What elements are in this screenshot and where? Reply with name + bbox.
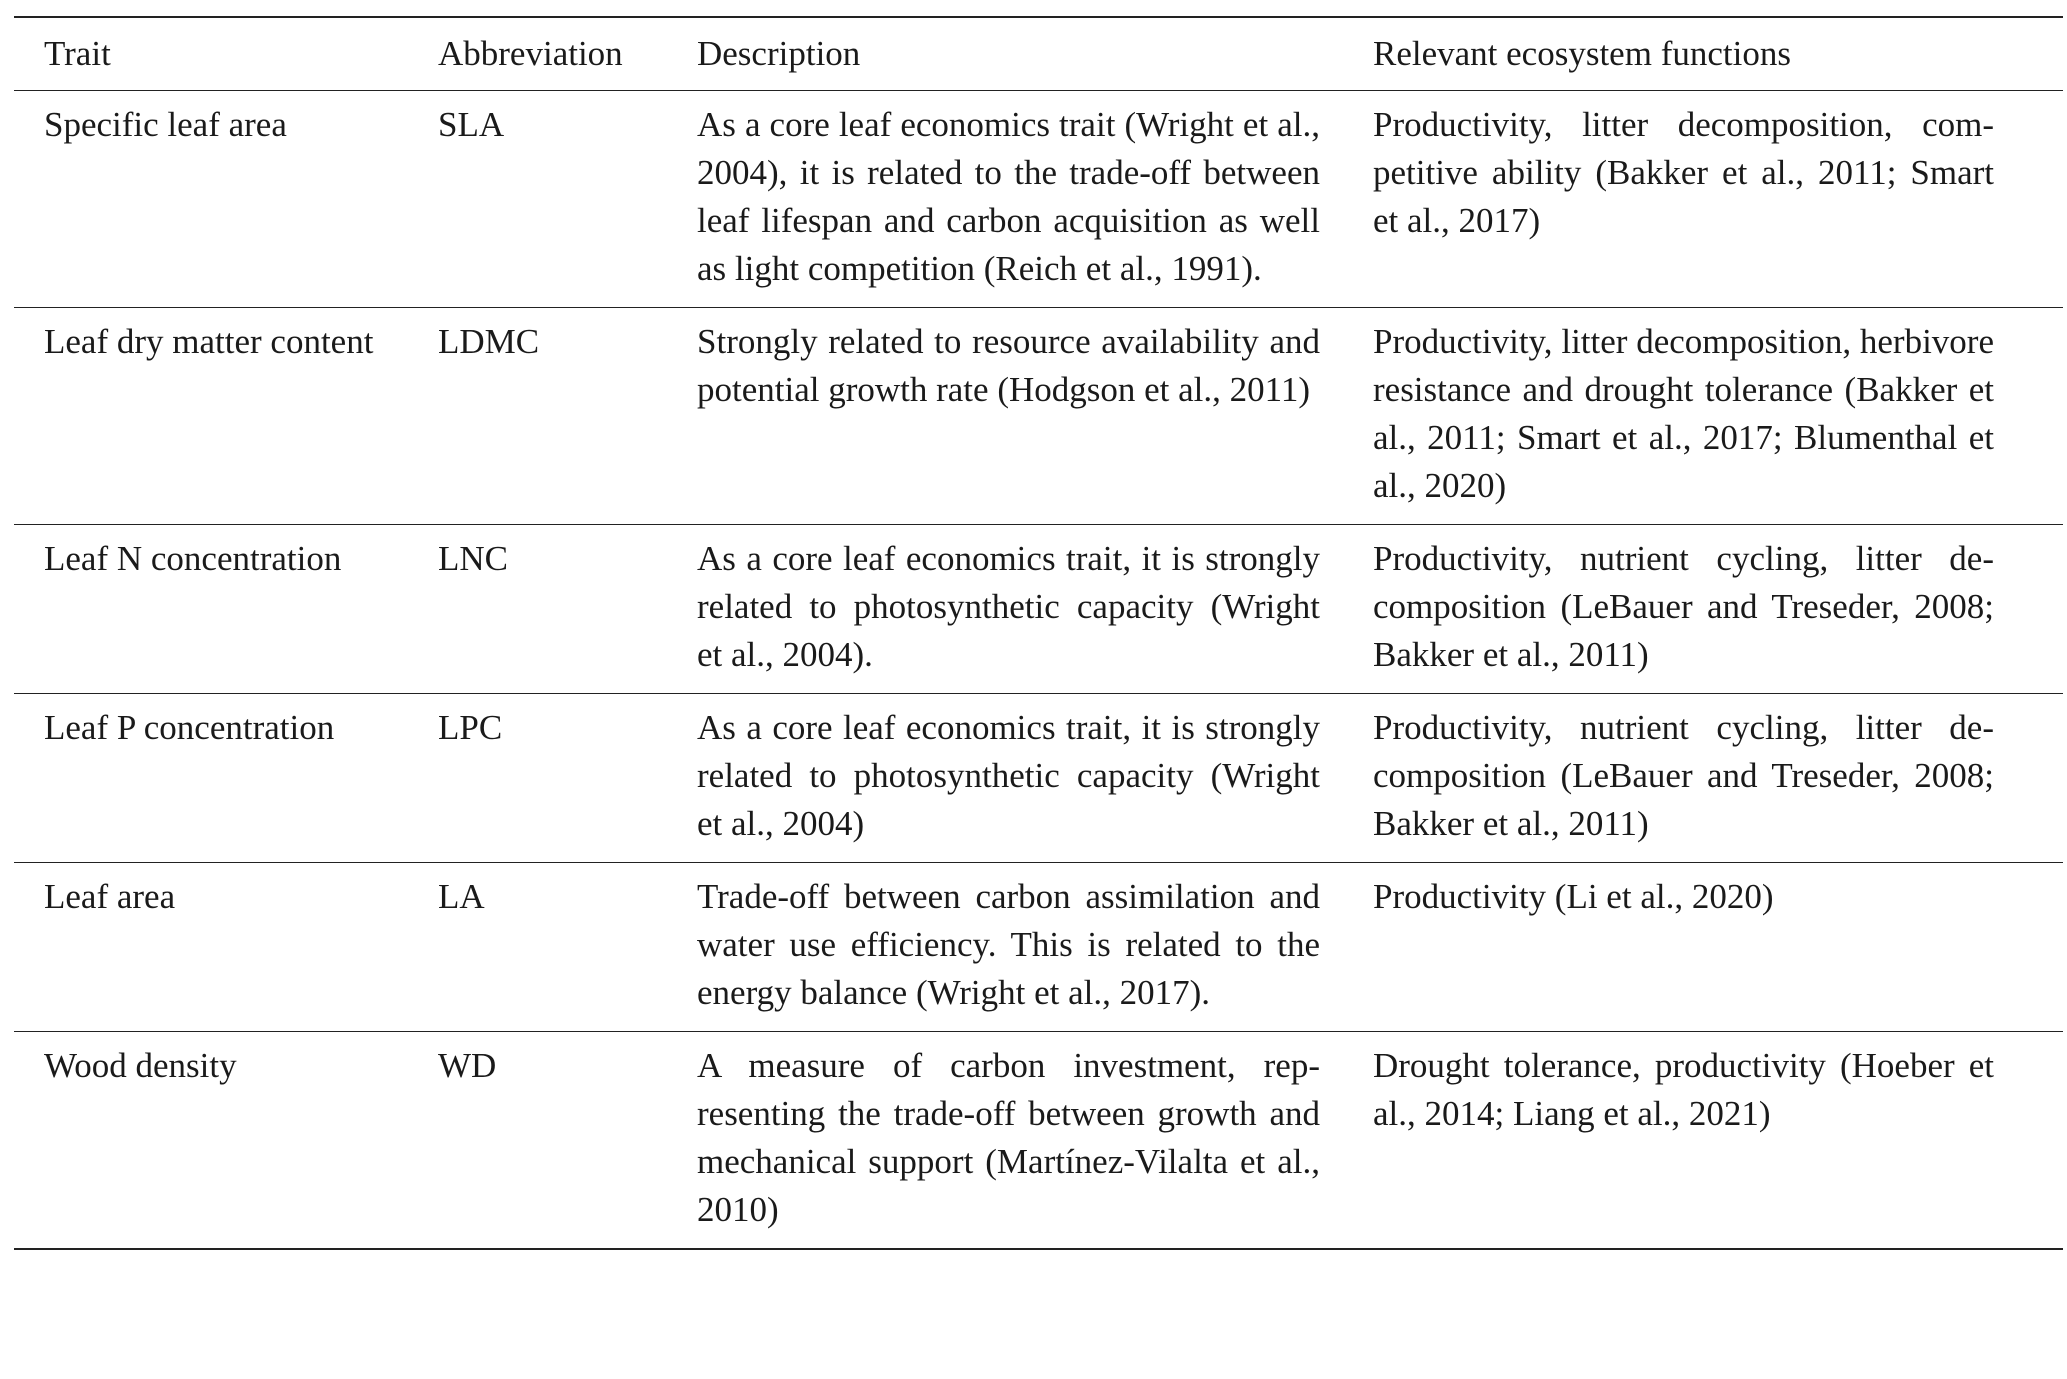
cell-functions-wrap <box>1373 863 2063 1032</box>
header-trait: Trait <box>44 34 111 73</box>
cell-description: As a core leaf economics trait (Wright et al., 2004), it is related to the trade-off between leaf lifespan and carbon acquisition as well as light competition (Reich et al., 1991). <box>697 105 1320 288</box>
cell-functions: Productivity, nutrient cycling, litter decomposition (LeBauer and Treseder, 2008; Bakker et al., 2011) <box>1373 539 1994 674</box>
cell-functions: Productivity, litter decomposition, competitive ability (Bakker et al., 2011; Smart et al., 2017) <box>1373 105 1994 240</box>
cell-description: A measure of carbon investment, representing the trade-off between growth and mechanical support (Martínez-Vilalta et al., 2010) <box>697 1046 1320 1229</box>
cell-functions: Productivity (Li et al., 2020) <box>1373 877 1774 916</box>
table-row <box>14 694 2063 863</box>
cell-trait: Wood density <box>44 1046 237 1085</box>
cell-abbreviation: LNC <box>438 539 508 578</box>
cell-trait: Leaf P concentration <box>44 708 335 747</box>
cell-functions-wrap <box>1373 91 2063 308</box>
table-row <box>14 863 2063 1032</box>
table-row <box>14 91 2063 308</box>
cell-description-wrap <box>697 1032 1373 1250</box>
cell-functions-wrap <box>1373 525 2063 694</box>
cell-trait: Leaf dry matter content <box>44 322 374 361</box>
header-row <box>14 17 2063 91</box>
cell-description: As a core leaf economics trait, it is strongly related to photosynthetic capacity (Wright et al., 2004) <box>697 708 1320 843</box>
table-header <box>14 17 2063 91</box>
header-abbreviation: Abbreviation <box>438 34 623 73</box>
cell-abbreviation: WD <box>438 1046 497 1085</box>
table-row <box>14 1032 2063 1250</box>
cell-functions-wrap <box>1373 694 2063 863</box>
cell-description: Trade-off between carbon assimilation and water use efficiency. This is related to the energy balance (Wright et al., 2017). <box>697 877 1320 1012</box>
table-row <box>14 525 2063 694</box>
cell-description-wrap <box>697 308 1373 525</box>
cell-functions: Productivity, litter decomposition, herbivore resistance and drought tolerance (Bakker et al., 2011; Smart et al., 2017; Blumenthal et al., 2020) <box>1373 322 1994 505</box>
header-functions: Relevant ecosystem functions <box>1373 34 1791 73</box>
cell-description-wrap <box>697 863 1373 1032</box>
cell-abbreviation: LPC <box>438 708 503 747</box>
cell-functions: Productivity, nutrient cycling, litter decomposition (LeBauer and Treseder, 2008; Bakker et al., 2011) <box>1373 708 1994 843</box>
cell-functions-wrap <box>1373 308 2063 525</box>
header-description: Description <box>697 34 861 73</box>
cell-trait: Specific leaf area <box>44 105 287 144</box>
cell-description: Strongly related to resource availability and potential growth rate (Hodgson et al., 2011) <box>697 322 1320 409</box>
traits-table <box>14 16 2063 1250</box>
cell-description-wrap <box>697 91 1373 308</box>
traits-table-container <box>14 16 2063 1250</box>
cell-description-wrap <box>697 694 1373 863</box>
table-body <box>14 91 2063 1250</box>
cell-abbreviation: LDMC <box>438 322 540 361</box>
cell-abbreviation: LA <box>438 877 485 916</box>
cell-abbreviation: SLA <box>438 105 505 144</box>
cell-trait: Leaf N concentration <box>44 539 342 578</box>
table-row <box>14 308 2063 525</box>
cell-description-wrap <box>697 525 1373 694</box>
cell-functions-wrap <box>1373 1032 2063 1250</box>
cell-trait: Leaf area <box>44 877 176 916</box>
cell-functions: Drought tolerance, productivity (Hoeber et al., 2014; Liang et al., 2021) <box>1373 1046 1994 1133</box>
cell-description: As a core leaf economics trait, it is strongly related to photosynthetic capacity (Wright et al., 2004). <box>697 539 1320 674</box>
